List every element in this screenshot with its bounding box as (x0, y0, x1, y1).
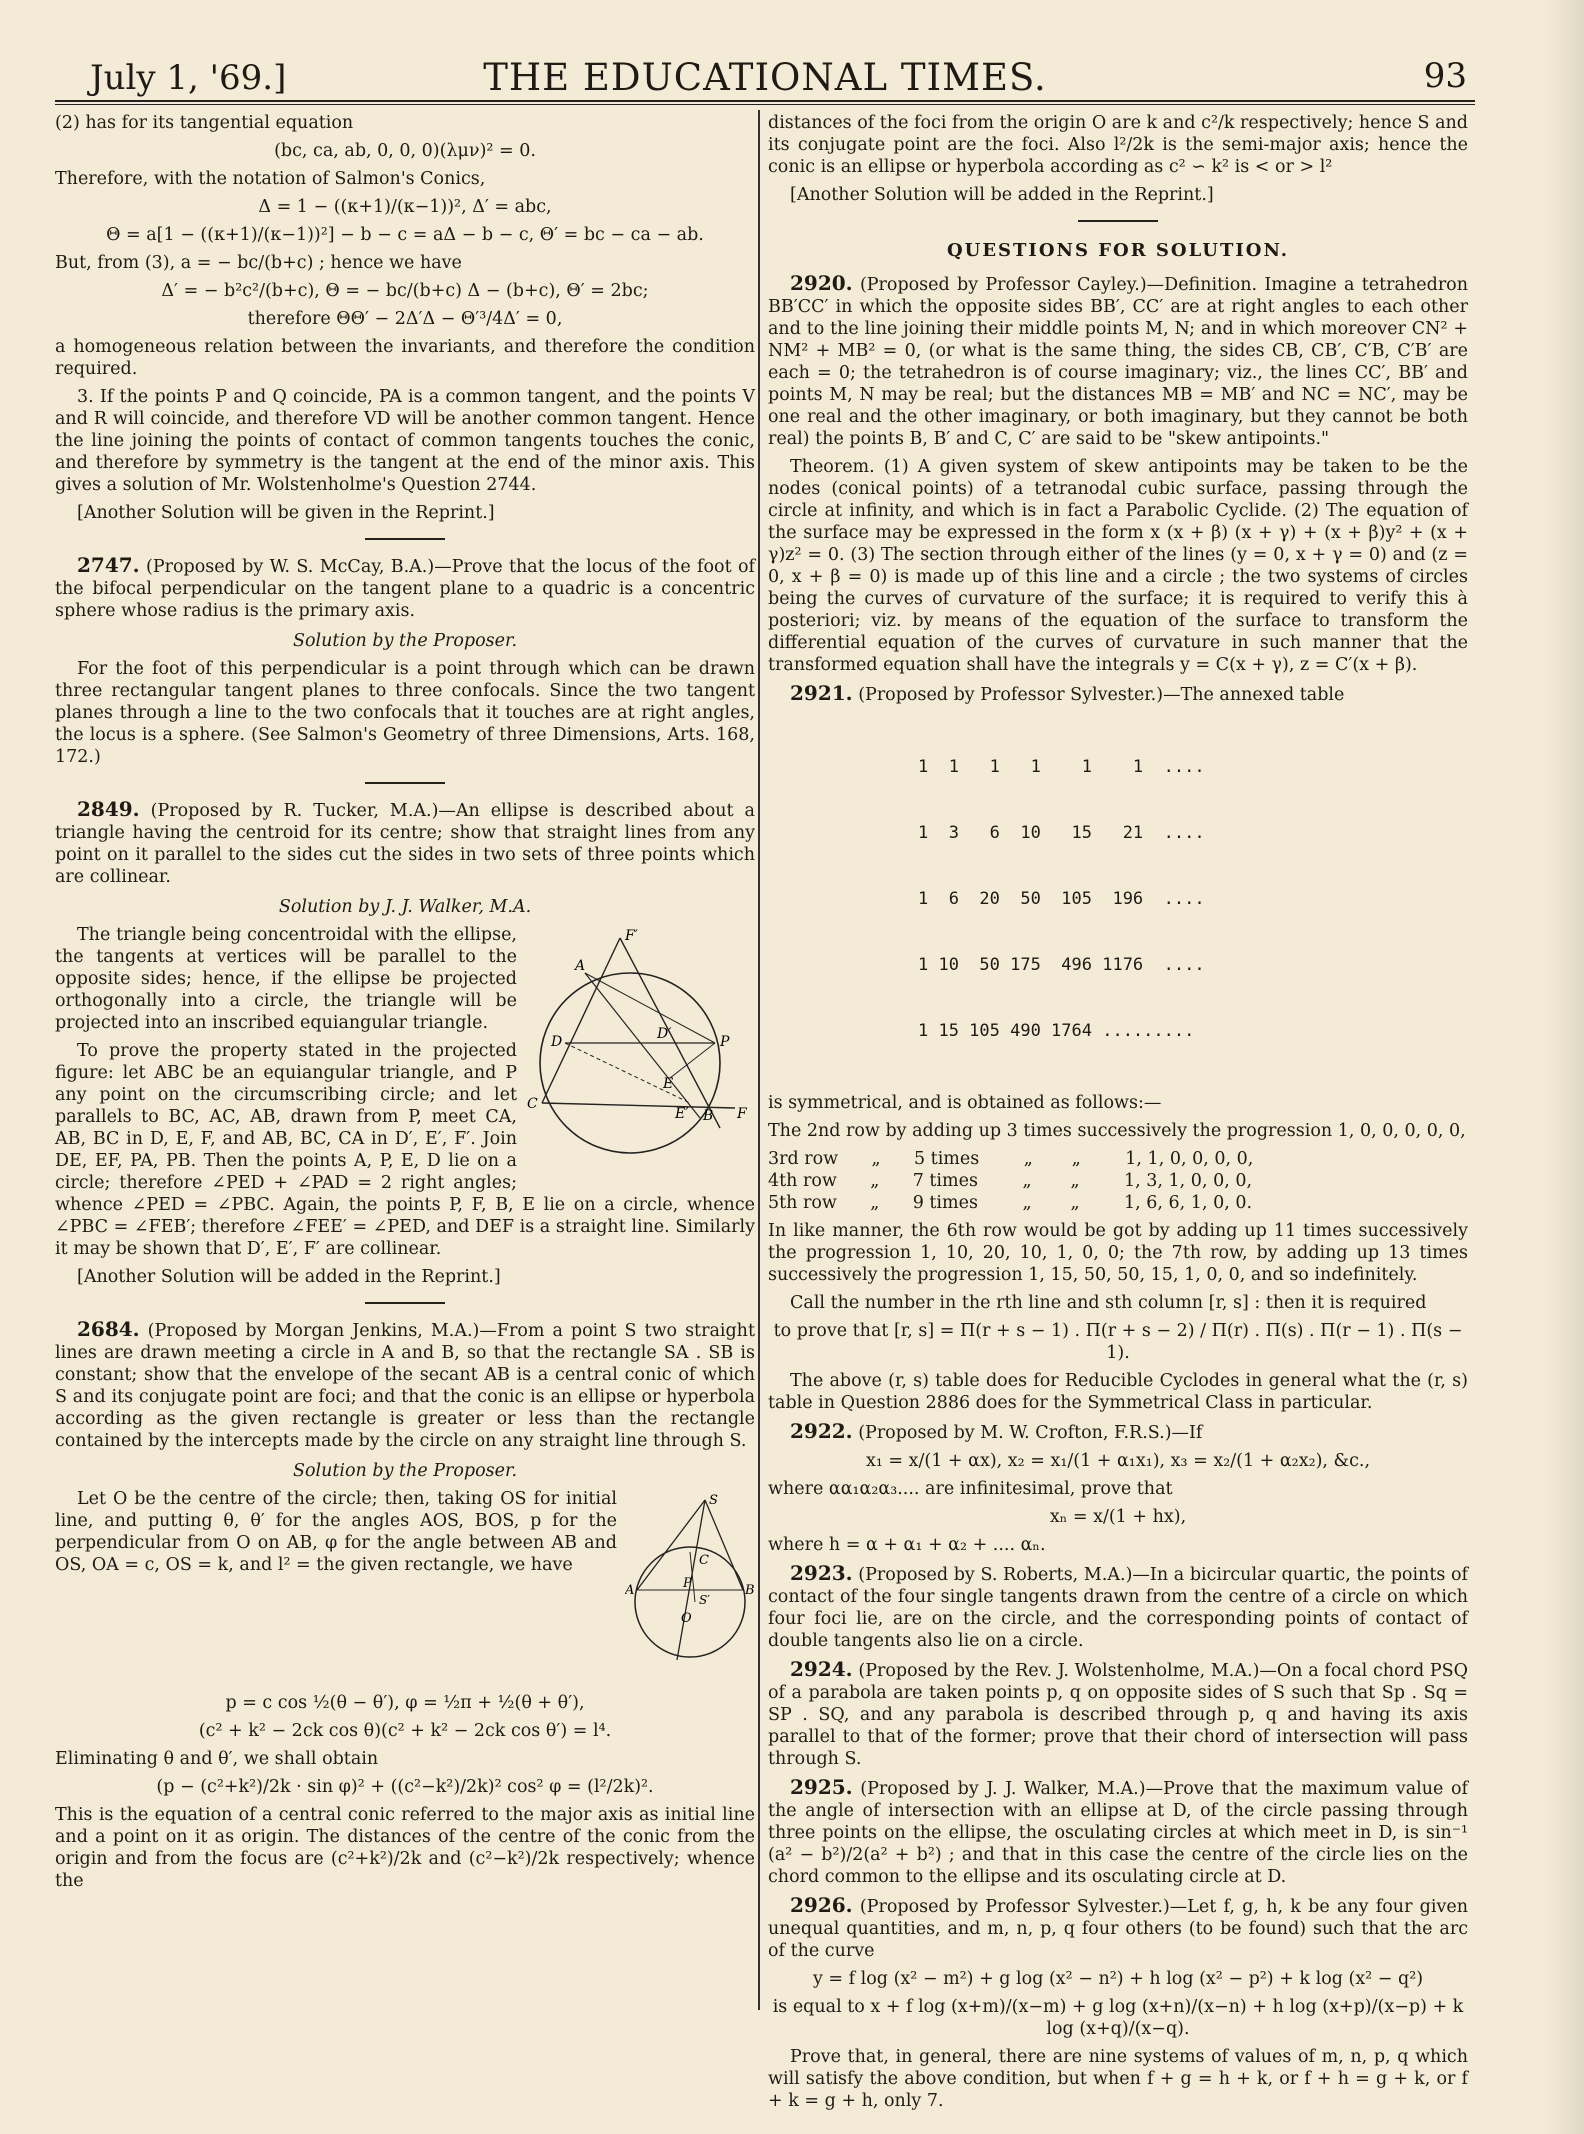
solution-heading: Solution by the Proposer. (292, 631, 518, 651)
table-row: 1 15 105 490 1764 ......... (918, 1021, 1195, 1041)
left-para-1: (2) has for its tangential equation (55, 113, 354, 133)
right-para-3: is symmetrical, and is obtained as follows:— (768, 1093, 1162, 1113)
right-para-1: distances of the foci from the origin O are k and c²/k respectively; hence S and its conjugate point are the foci. Also l²/2k is the semi-major axis; hence the conic is an ellipse or hyperbola according as c² ∽ k² is < or > l² (768, 113, 1468, 177)
question-number: 2922. (790, 1419, 853, 1443)
separator (1078, 220, 1158, 222)
question-number: 2926. (790, 1893, 853, 1917)
question-text: (Proposed by J. J. Walker, M.A.)—Prove that the maximum value of the angle of intersection with an ellipse at D, of the circle passing through three points on the ellipse, the osculating circles at which meet in D, is sin⁻¹ (a² − b²)/2(a² + b²) ; and that in this case the centre of the circle lies on the chord common to the ellipse and its osculating circle at D. (768, 1779, 1468, 1887)
left-para-6: [Another Solution will be given in the Reprint.] (77, 503, 495, 523)
header-page-number: 93 (1423, 56, 1467, 96)
separator (365, 538, 445, 540)
right-eq-3: xₙ = x/(1 + hx), (1049, 1507, 1187, 1527)
table-row: 1 1 1 1 1 1 .... (918, 757, 1205, 777)
solution-2849-block (55, 924, 755, 1266)
table-row: 1 3 6 10 15 21 .... (918, 823, 1205, 843)
right-eq-5: is equal to x + f log (x+m)/(x−m) + g log (x+n)/(x−n) + h log (x+p)/(x−p) + k log (x+q)/(x−q). (772, 1997, 1464, 2039)
left-para-9: This is the equation of a central conic referred to the major axis as initial line and a point on it as origin. The distances of the centre of the conic from the origin and from the focus are (c²+k²)/2k and (c²−k²)/2k respectively; whence the (55, 1805, 755, 1891)
fig2-label: O (681, 1611, 692, 1626)
symmetric-table (918, 712, 1468, 1086)
left-para-7: [Another Solution will be added in the Reprint.] (77, 1267, 501, 1287)
right-column (768, 112, 1468, 2118)
page-header (55, 50, 1475, 98)
fig1-label: F′ (625, 928, 638, 944)
question-number: 2747. (77, 553, 140, 577)
list-item: 5th row „ 9 times „ „ 1, 6, 6, 1, 0, 0. (768, 1193, 1253, 1213)
question-number: 2849. (77, 797, 140, 821)
fig1-label: D′ (657, 1026, 672, 1042)
questions-heading: QUESTIONS FOR SOLUTION. (946, 240, 1290, 261)
row-progressions (768, 1148, 1468, 1214)
left-para-5: 3. If the points P and Q coincide, PA is a common tangent, and the points V and R will coincide, and therefore VD will be another common tangent. Hence the line joining the points of contact of common tangents touches the conic, and therefore by symmetry is the tangent at the end of the minor axis. This gives a solution of Mr. Wolstenholme's Question 2744. (55, 387, 755, 495)
question-2920-theorem: Theorem. (1) A given system of skew antipoints may be taken to be the nodes (conical points) of a tetranodal cubic surface, passing through the circle at infinity, and which is in fact a Parabolic Cyclide. (2) The equation of the surface may be expressed in the form x (x + β) (x + γ) + (x + β)y² + (x + γ)z² = 0. (3) The section through either of the lines (y = 0, x + γ = 0) and (z = 0, x + β = 0) is made up of this line and a circle ; the two systems of circles being the curves of curvature of the surface; it is required to verify this à posteriori; viz. by means of the equation of the surface to transform the differential equation of the curves of curvature in such manner that the transformed equation shall have the integrals y = C(x + γ), z = C′(x + β). (768, 457, 1468, 675)
list-item: 4th row „ 7 times „ „ 1, 3, 1, 0, 0, 0, (768, 1171, 1253, 1191)
fig2-label: A (625, 1583, 635, 1598)
question-2922 (768, 1420, 1468, 1444)
fig1-label: F (737, 1106, 747, 1122)
solution-heading: Solution by the Proposer. (292, 1461, 518, 1481)
left-eq-3: Θ = a[1 − ((κ+1)/(κ−1))²] − b − c = aΔ − b − c, Θ′ = bc − ca − ab. (106, 225, 704, 245)
right-para-7: The above (r, s) table does for Reducible Cyclodes in general what the (r, s) table in Question 2886 does for the Symmetrical Class in particular. (768, 1371, 1468, 1413)
question-text: (Proposed by the Rev. J. Wolstenholme, M.A.)—On a focal chord PSQ of a parabola are taken points p, q on opposite sides of S such that Sp . Sq = SP . SQ, and any parabola is described through p, q and having its axis parallel to that of the former; prove that their chord of intersection will pass through S. (768, 1661, 1468, 1769)
left-eq-7: (c² + k² − 2ck cos θ)(c² + k² − 2ck cos θ′) = l⁴. (198, 1721, 612, 1741)
right-eq-2: x₁ = x/(1 + αx), x₂ = x₁/(1 + α₁x₁), x₃ = x₂/(1 + α₂x₂), &c., (865, 1451, 1371, 1471)
right-para-8: where αα₁α₂α₃.... are infinitesimal, prove that (768, 1479, 1173, 1499)
fig1-label: D (551, 1034, 563, 1050)
question-2923 (768, 1562, 1468, 1652)
question-text: (Proposed by Morgan Jenkins, M.A.)—From a point S two straight lines are drawn meeting a circle in A and B, so that the rectangle SA . SB is constant; show that the envelope of the secant AB is a central conic of which S and its conjugate point are foci; and that the conic is an ellipse or hyperbola according as the given rectangle is greater or less than the rectangle contained by the intercepts made by the circle on any straight line through S. (55, 1321, 755, 1451)
fig1-label: E′ (675, 1106, 689, 1122)
right-para-5: In like manner, the 6th row would be got by adding up 11 times successively the progression 1, 10, 20, 10, 1, 0, 0; the 7th row, by adding up 13 times successively the progression 1, 15, 50, 50, 15, 1, 0, 0, and so indefinitely. (768, 1221, 1468, 1285)
fig2-label: B (745, 1583, 755, 1598)
right-eq-4: y = f log (x² − m²) + g log (x² − n²) + h log (x² − p²) + k log (x² − q²) (812, 1969, 1424, 1989)
fig2-label: P (683, 1576, 692, 1591)
separator (365, 1302, 445, 1304)
question-text: (Proposed by R. Tucker, M.A.)—An ellipse is described about a triangle having the centroid for its centre; show that straight lines from any point on it parallel to the sides cut the sides in two sets of three points which are collinear. (55, 801, 755, 887)
left-eq-4: Δ′ = − b²c²/(b+c), Θ = − bc/(b+c) Δ − (b+c), Θ′ = 2bc; (161, 281, 649, 301)
question-text: (Proposed by M. W. Crofton, F.R.S.)—If (858, 1423, 1203, 1443)
left-para-3: But, from (3), a = − bc/(b+c) ; hence we have (55, 253, 462, 273)
table-row: 1 10 50 175 496 1176 .... (918, 955, 1205, 975)
left-eq-5: therefore ΘΘ′ − 2Δ′Δ − Θ′³/4Δ′ = 0, (247, 309, 563, 329)
header-title: THE EDUCATIONAL TIMES. (483, 56, 1047, 99)
question-number: 2924. (790, 1657, 853, 1681)
right-para-4: The 2nd row by adding up 3 times successively the progression 1, 0, 0, 0, 0, 0, (768, 1121, 1466, 1141)
left-column (55, 112, 755, 1898)
right-para-2: [Another Solution will be added in the Reprint.] (790, 185, 1214, 205)
question-2925 (768, 1776, 1468, 1888)
right-eq-1: to prove that [r, s] = Π(r + s − 1) . Π(r + s − 2) / Π(r) . Π(s) . Π(r − 1) . Π(s − 1). (773, 1321, 1463, 1363)
header-date: July 1, '69.] (90, 58, 287, 98)
question-2849 (55, 798, 755, 888)
triangle-circle-figure (525, 928, 755, 1178)
question-2920 (768, 272, 1468, 450)
fig1-label: P (720, 1034, 730, 1050)
solution-2849-b: To prove the property stated in the projected figure: let ABC be an equiangular triangle, and P any point on the circumscribing circle; and let parallels to BC, AC, AB, drawn from P, meet CA, AB, BC in D, E, F, and AB, BC, CA in D′, E′, F′. Join DE, EF, PA, PB. Then the points A, P, E, D lie on a circle; therefore ∠PED + ∠PAD = 2 right angles; whence ∠PED = ∠PBC. Again, the points P, F, B, E lie on a circle, whence ∠PBC = ∠FEB′; therefore ∠FEE′ = ∠PED, and DEF is a straight line. Similarly it may be shown that D′, E′, F′ are collinear. (55, 1041, 755, 1259)
left-eq-1: (bc, ca, ab, 0, 0, 0)(λμν)² = 0. (274, 141, 536, 161)
left-para-4: a homogeneous relation between the invariants, and therefore the condition required. (55, 337, 755, 379)
question-text: (Proposed by Professor Cayley.)—Definition. Imagine a tetrahedron BB′CC′ in which the opposite sides BB′, CC′ are at right angles to each other and to the line joining their middle points M, N; and in which moreover CN² + NM² + MB² = 0, (or what is the same thing, the sides CB, CB′, C′B, C′B′ are each = 0; the tetrahedron is of course imaginary; viz., the lines CC′, BB′ and points M, N may be real; but the distances MB = MB′ and NC = NC′, may be one real and the other imaginary, or both imaginary, but they cannot be both real) the points B, B′ and C, C′ are said to be "skew antipoints." (768, 275, 1468, 449)
right-para-6: Call the number in the rth line and sth column [r, s] : then it is required (790, 1293, 1427, 1313)
question-text: (Proposed by S. Roberts, M.A.)—In a bicircular quartic, the points of contact of the four single tangents drawn from the centre of a circle on which four foci lie, are on the circle, and the corresponding points of contact of double tangents also lie on a circle. (768, 1565, 1468, 1651)
question-text: (Proposed by Professor Sylvester.)—The annexed table (858, 685, 1345, 705)
fig2-label: S′ (699, 1593, 710, 1607)
solution-2747: For the foot of this perpendicular is a point through which can be drawn three rectangular tangent planes to three confocals. Since the two tangent planes through a line to the two confocals that it touches are at right angles, the locus is a sphere. (See Salmon's Geometry of three Dimensions, Arts. 168, 172.) (55, 659, 755, 767)
question-2921 (768, 682, 1468, 706)
page-fold-shadow (1544, 0, 1584, 2134)
question-2924 (768, 1658, 1468, 1770)
right-para-9: where h = α + α₁ + α₂ + .... αₙ. (768, 1535, 1046, 1555)
right-para-10: Prove that, in general, there are nine systems of values of m, n, p, q which will satisfy the above condition, but when f + g = h + k, or f + h = g + k, or f + k = g + h, only 7. (768, 2047, 1468, 2111)
question-2747 (55, 554, 755, 622)
left-eq-6: p = c cos ½(θ − θ′), φ = ½π + ½(θ + θ′), (225, 1693, 585, 1713)
question-2684 (55, 1318, 755, 1452)
solution-2684-a: Let O be the centre of the circle; then, taking OS for initial line, and putting θ, θ′ for the angles AOS, BOS, p for the perpendicular from O on AB, φ for the angle between AB and OS, OA = c, OS = k, and l² = the given rectangle, we have (55, 1489, 617, 1575)
separator (365, 782, 445, 784)
question-number: 2925. (790, 1775, 853, 1799)
fig2-label: C (699, 1553, 709, 1568)
left-eq-8: (p − (c²+k²)/2k · sin φ)² + ((c²−k²)/2k)² cos² φ = (l²/2k)². (156, 1777, 654, 1797)
question-number: 2684. (77, 1317, 140, 1341)
left-para-8: Eliminating θ and θ′, we shall obtain (55, 1749, 379, 1769)
fig1-label: E (663, 1076, 674, 1092)
question-number: 2921. (790, 681, 853, 705)
left-para-2: Therefore, with the notation of Salmon's Conics, (55, 169, 486, 189)
solution-2684-block (55, 1488, 755, 1686)
fig1-label: A (575, 958, 586, 974)
solution-heading: Solution by J. J. Walker, M.A. (278, 897, 532, 917)
question-text: (Proposed by Professor Sylvester.)—Let f, g, h, k be any four given unequal quantities, and m, n, p, q four others (to be found) such that the arc of the curve (768, 1897, 1468, 1961)
table-row: 1 6 20 50 105 196 .... (918, 889, 1205, 909)
question-number: 2920. (790, 271, 853, 295)
header-rule-thin (55, 104, 1475, 105)
list-item: 3rd row „ 5 times „ „ 1, 1, 0, 0, 0, 0, (768, 1149, 1254, 1169)
question-2926 (768, 1894, 1468, 1962)
column-divider (758, 110, 760, 2010)
question-text: (Proposed by W. S. McCay, B.A.)—Prove that the locus of the foot of the bifocal perpendicular on the tangent plane to a quadric is a concentric sphere whose radius is the primary axis. (55, 557, 755, 621)
secant-circle-figure (625, 1492, 755, 1682)
question-number: 2923. (790, 1561, 853, 1585)
header-rule (55, 100, 1475, 102)
solution-2849-a: The triangle being concentroidal with the ellipse, the tangents at vertices will be parallel to the opposite sides; hence, if the ellipse be projected orthogonally into a circle, the triangle will be projected into an inscribed equiangular triangle. (55, 925, 517, 1033)
fig1-label: B (703, 1108, 714, 1124)
left-eq-2: Δ = 1 − ((κ+1)/(κ−1))², Δ′ = abc, (258, 197, 552, 217)
fig1-label: C (527, 1096, 538, 1112)
fig2-label: S (709, 1493, 718, 1508)
